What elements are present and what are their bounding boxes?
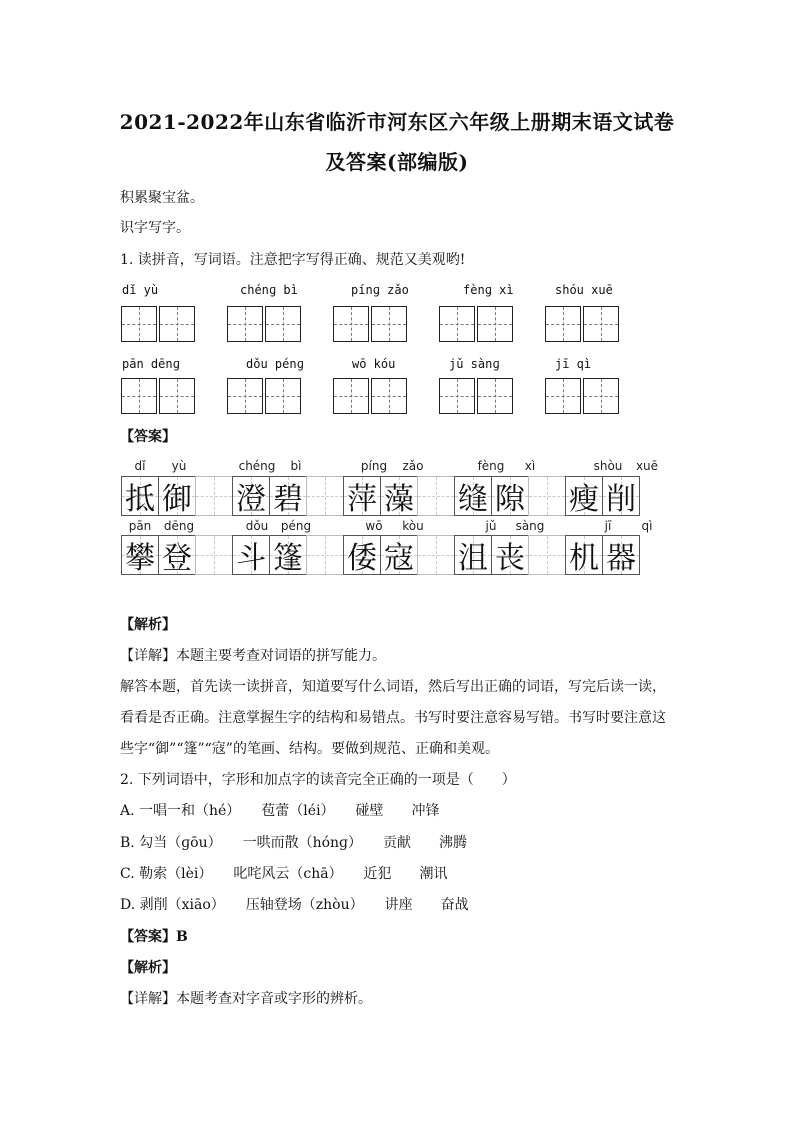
- answer-char-cell: [454, 535, 492, 575]
- answer-char: 寇: [384, 541, 414, 576]
- answer-pinyin: chéng: [238, 459, 276, 473]
- answer-char: 登: [162, 541, 192, 576]
- answer-char: 御: [162, 482, 192, 517]
- answer-pinyin: péng: [280, 519, 312, 533]
- title-line-1: 2021-2022年山东省临沂市河东区六年级上册期末语文试卷: [119, 110, 675, 134]
- answer-pinyin: dǒu: [245, 519, 269, 533]
- explanation-line-1: 解答本题，首先读一读拼音，知道要写什么词语，然后写出正确的词语，写完后读一读，: [120, 679, 666, 695]
- answer-char-cell: [121, 476, 159, 516]
- answer-pinyin: qì: [641, 519, 653, 533]
- answer-pinyin: xì: [524, 459, 536, 473]
- option-b: B. 勾当（ɡōu） 一哄而散（hónɡ） 贡献 沸腾: [120, 835, 468, 851]
- pinyin-2-2: dǒu pénɡ: [246, 357, 304, 371]
- answer-char: 篷: [273, 541, 303, 576]
- answer-blank-cell: [306, 535, 344, 575]
- writing-box-1-5[interactable]: [545, 306, 619, 342]
- option-c: C. 勒索（lèi） 叱咤风云（chā） 近犯 潮讯: [120, 866, 448, 882]
- answer-char-cell: [158, 535, 196, 575]
- answer-char-cell: [158, 476, 196, 516]
- answer-row-1: [121, 476, 670, 516]
- answer-char-cell: [602, 535, 640, 575]
- answer-pinyin: pān: [128, 519, 152, 533]
- writing-box-2-2[interactable]: [227, 378, 301, 414]
- answer-char-cell: [343, 535, 381, 575]
- answer-blank-cell: [528, 476, 566, 516]
- answer-char: 器: [606, 541, 636, 576]
- answer-pinyin: jǔ: [485, 519, 497, 533]
- answer-char-cell: [491, 476, 529, 516]
- answer-blank-cell: [417, 476, 455, 516]
- answer-char: 碧: [273, 482, 303, 517]
- writing-box-2-5[interactable]: [545, 378, 619, 414]
- answer-char: 缝: [458, 482, 488, 517]
- answer-pinyin: kòu: [402, 519, 424, 533]
- answer-char-cell: [565, 535, 603, 575]
- answer-row-2: [121, 535, 670, 575]
- answer-char: 倭: [347, 541, 377, 576]
- answer-blank-cell: [528, 535, 566, 575]
- section-accumulate: 积累聚宝盆。: [120, 190, 204, 206]
- answer-char-cell: [269, 535, 307, 575]
- answer-pinyin: dēng: [163, 519, 195, 533]
- option-d: D. 剥削（xiāo） 压轴登场（zhòu） 讲座 奋战: [120, 897, 469, 913]
- answer-char-cell: [491, 535, 529, 575]
- answer-char: 抵: [125, 482, 155, 517]
- answer-char-cell: [121, 535, 159, 575]
- answer-pinyin: fèng: [477, 459, 505, 473]
- answer-char-cell: [565, 476, 603, 516]
- answer-char-cell: [343, 476, 381, 516]
- writing-box-1-4[interactable]: [439, 306, 513, 342]
- answer-char: 瘦: [569, 482, 599, 517]
- detail-1: 【详解】本题主要考查对词语的拼写能力。: [120, 648, 386, 664]
- answer-blank-cell: [306, 476, 344, 516]
- answer-2: 【答案】B: [120, 929, 188, 945]
- answer-pinyin: bì: [290, 459, 302, 473]
- answer-char: 藻: [384, 482, 414, 517]
- answer-pinyin: jī: [604, 519, 612, 533]
- answer-char: 澄: [236, 482, 266, 517]
- answer-pinyin: yù: [171, 459, 187, 473]
- writing-box-1-1[interactable]: [121, 306, 195, 342]
- answer-pinyin: xuē: [635, 459, 659, 473]
- answer-pinyin: píng: [360, 459, 388, 473]
- writing-box-2-3[interactable]: [333, 378, 407, 414]
- section-literacy: 识字写字。: [120, 220, 190, 236]
- pinyin-2-5: jī qì: [555, 357, 592, 371]
- explanation-line-2: 看看是否正确。注意掌握生字的结构和易错点。书写时要注意容易写错。书写时要注意这: [120, 710, 666, 726]
- answer-label: 【答案】: [120, 429, 176, 445]
- answer-char: 攀: [125, 541, 155, 576]
- writing-box-2-1[interactable]: [121, 378, 195, 414]
- option-a: A. 一唱一和（hé） 苞蕾（léi） 碰壁 冲锋: [120, 803, 440, 819]
- pinyin-2-3: wō kóu: [352, 357, 396, 371]
- answer-pinyin: wō: [365, 519, 383, 533]
- pinyin-1-4: fènɡ xì: [463, 283, 514, 297]
- writing-box-1-2[interactable]: [227, 306, 301, 342]
- writing-box-2-4[interactable]: [439, 378, 513, 414]
- answer-char: 隙: [495, 482, 525, 517]
- answer-char: 萍: [347, 482, 377, 517]
- answer-blank-cell: [195, 476, 233, 516]
- pinyin-1-5: shóu xuē: [555, 283, 613, 297]
- pinyin-2-1: pān dēnɡ: [122, 357, 180, 371]
- answer-pinyin: dǐ: [134, 459, 146, 473]
- answer-char: 机: [569, 541, 599, 576]
- answer-pinyin: zǎo: [402, 459, 424, 473]
- question-2: 2. 下列词语中，字形和加点字的读音完全正确的一项是（ ）: [120, 772, 516, 788]
- answer-blank-cell: [195, 535, 233, 575]
- pinyin-1-2: chénɡ bì: [240, 283, 298, 297]
- answer-char-cell: [602, 476, 640, 516]
- answer-char-cell: [232, 476, 270, 516]
- writing-box-1-3[interactable]: [333, 306, 407, 342]
- answer-char-cell: [380, 535, 418, 575]
- answer-char-cell: [269, 476, 307, 516]
- pinyin-2-4: jǔ sànɡ: [449, 357, 500, 371]
- pinyin-1-1: dǐ yù: [122, 283, 159, 297]
- explanation-line-3: 些字“御”“篷”“寇”的笔画、结构。要做到规范、正确和美观。: [120, 741, 499, 757]
- analysis-label: 【解析】: [120, 617, 176, 633]
- answer-char-cell: [380, 476, 418, 516]
- answer-char: 削: [606, 482, 636, 517]
- answer-pinyin: shòu: [593, 459, 623, 473]
- answer-char: 丧: [495, 541, 525, 576]
- answer-char: 沮: [458, 541, 488, 576]
- answer-char-cell: [454, 476, 492, 516]
- answer-blank-cell: [417, 535, 455, 575]
- answer-pinyin: sàng: [515, 519, 545, 533]
- question-1: 1. 读拼音，写词语。注意把字写得正确、规范又美观哟!: [120, 252, 466, 268]
- answer-char: 斗: [236, 541, 266, 576]
- title-line-2: 及答案(部编版): [325, 150, 469, 174]
- detail-2: 【详解】本题考查对字音或字形的辨析。: [120, 991, 372, 1007]
- analysis-label-2: 【解析】: [120, 960, 176, 976]
- pinyin-1-3: pínɡ zǎo: [351, 283, 409, 297]
- answer-char-cell: [232, 535, 270, 575]
